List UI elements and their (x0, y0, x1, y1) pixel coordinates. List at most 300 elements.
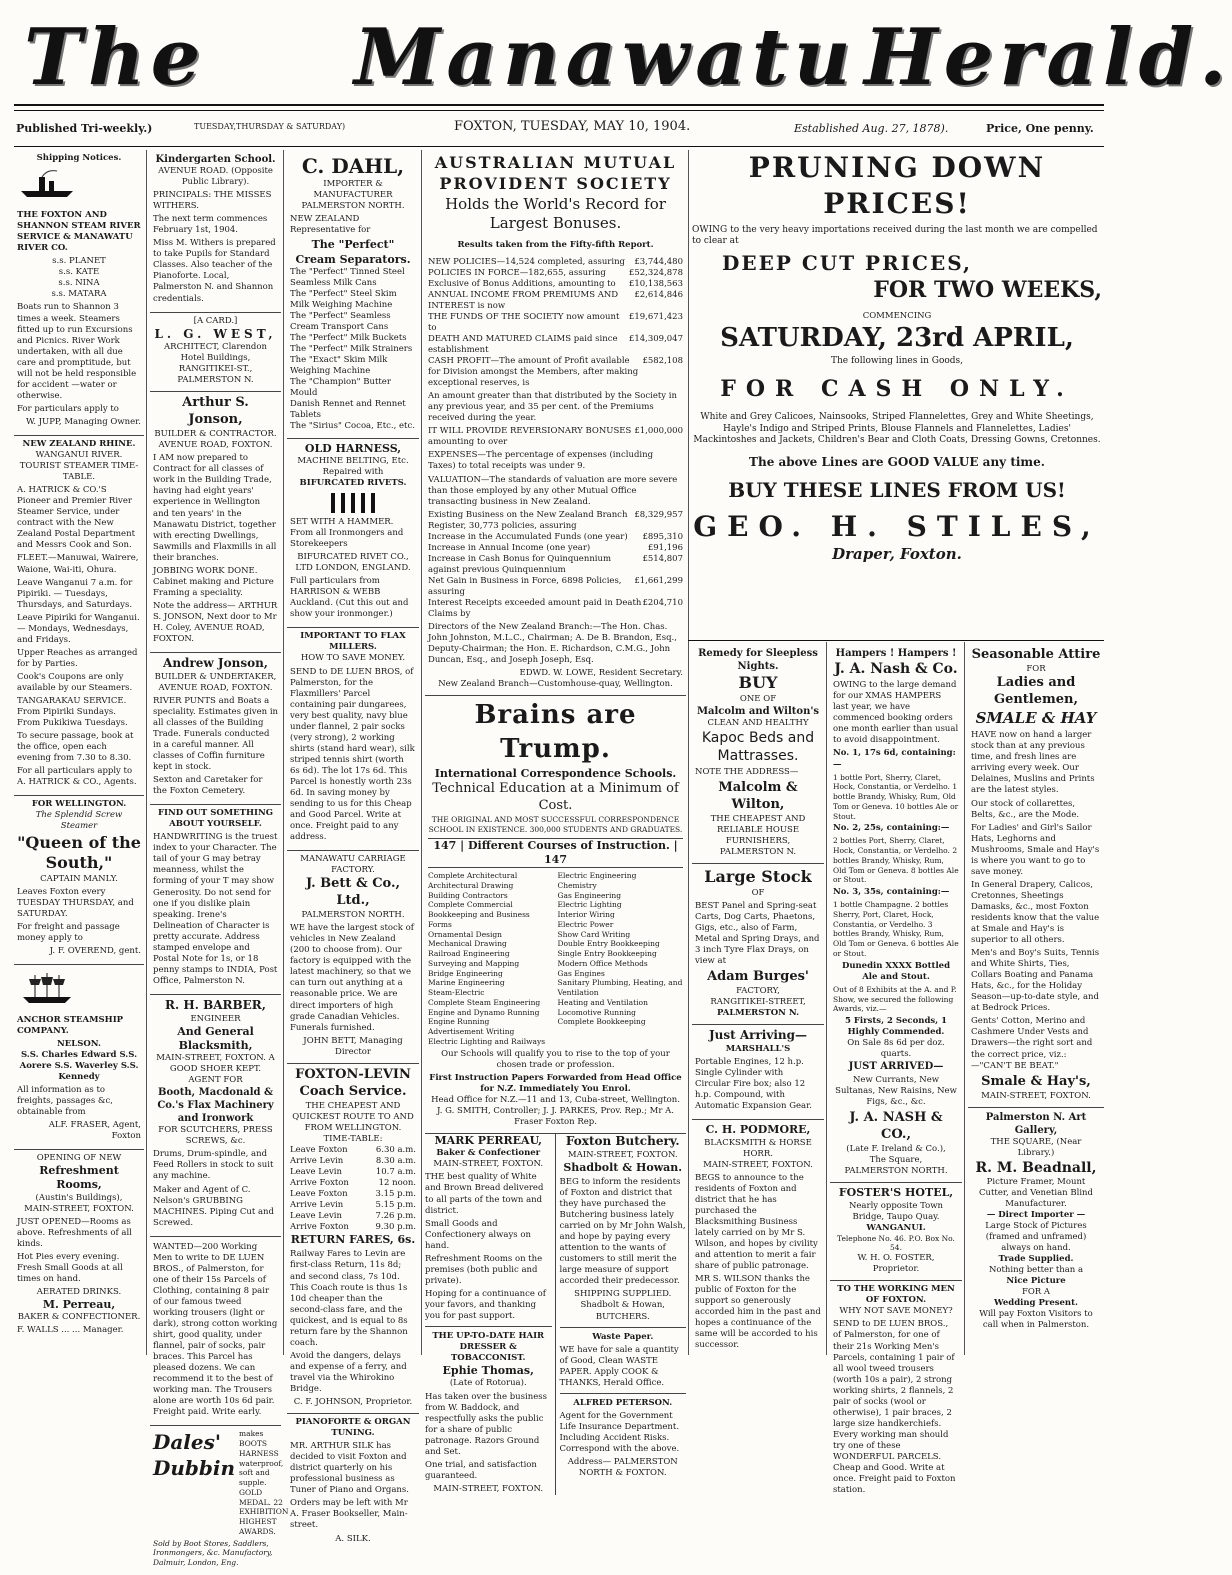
ad-headline: SATURDAY, 23rd APRIL, (720, 322, 1074, 353)
ad-body: I AM now prepared to Contract for all classes of work in the Building Trade, having had eight years' experience in Wellington and ten years' in the Manawatu District, together with erecting Dwellings, Sawmills and Flaxmills in all their branches. (153, 453, 277, 563)
ad-body: A. HATRICK & CO.'S Pioneer and Premier River Steamer Service, under contract with the New Zealand Postal Department and Messrs Cook and Son. (17, 485, 135, 551)
ad-title: TO THE WORKING MEN OF FOXTON. (837, 1284, 955, 1306)
ad-body: Sold by Boot Stores, Saddlers, Ironmongers, &c. Manufactory, Dalmuir, London, Eng. (153, 1538, 273, 1568)
ad-body: WE have the largest stock of vehicles in New Zealand (200 to choose from). Our factory is equipped with the latest machinery, so that we can turn out anything at a reasonable price. We are direct importers of high grade Canadian Vehicles. Funerals furnished. (290, 923, 414, 1033)
ad-body: For freight and passage money apply to (17, 922, 120, 944)
timetable-row (290, 1167, 416, 1178)
course-item: Locomotive Running (557, 1007, 636, 1017)
ad-title: Large Stock (704, 867, 812, 887)
row-value: £3,744,480 (634, 256, 683, 267)
ad-address: New Zealand Branch—Customhouse-quay, Wellington. (438, 679, 673, 690)
course-item: Gas Engineering (557, 890, 622, 900)
ad-address: THE SQUARE, (Near Library.) (990, 1136, 1082, 1158)
ad-subtitle: ONE OF (739, 693, 777, 704)
ad-subtitle: MARSHALL'S (725, 1044, 791, 1055)
ad-body: For Ladies' and Girl's Sailor Hats, Leghorns and Mushrooms, Smale and Hay's is where you want to go to save money. (971, 822, 1100, 877)
ad-body: SEND to DE LUEN BROS., of Palmerston, for one of their 21s Working Men's Parcels, containing 1 pair of all wool tweed trousers (worth 10s a pair), 2 strong working shirts, 2 flannels, 2 pair of socks (wool or otherwise), 1 pair braces, 2 large size handkerchiefs. Every working man should try one of these WONDERFUL PARCELS. Cheap and Good. Write at once. Freight paid to Foxton station. (833, 1319, 956, 1496)
ad-body: AGENT FOR (188, 1075, 243, 1086)
ad-title: Ladies and Gentlemen, (993, 674, 1079, 707)
timetable-time: 3.15 p.m. (375, 1188, 416, 1199)
bottom-ads-row (425, 1134, 686, 1495)
timetable-time: 7.26 p.m. (375, 1211, 416, 1222)
list-item: Danish Rennet and Rennet Tablets (290, 399, 406, 421)
stiles-ad (692, 150, 1102, 636)
podmore-ad (692, 1120, 824, 1358)
ad-subtitle: (Austin's Buildings), (35, 1192, 123, 1203)
course-item: Engine and Dynamo Running (428, 1007, 540, 1017)
section-rule (688, 640, 1104, 641)
table-row (428, 426, 683, 448)
ad-title: FOXTON-LEVIN Coach Service. (295, 1066, 411, 1099)
timetable-stop: Arrive Foxton (290, 1177, 349, 1188)
table-row (428, 334, 683, 356)
perreau-barber-column (425, 1134, 556, 1495)
branch-table (428, 510, 683, 620)
ad-subtitle: Dunedin XXXX Bottled Ale and Stout. (841, 960, 951, 982)
course-item: Building Contractors (428, 890, 508, 900)
ad-body: ARCHITECT, Clarendon Hotel Buildings, RANGITIKEI-ST., PALMERSTON N. (164, 342, 267, 386)
masthead-word-the: The (24, 12, 207, 103)
table-row (428, 510, 683, 532)
timetable-row (290, 1156, 416, 1167)
ad-subtitle: PALMERSTON NORTH. (301, 910, 405, 921)
ad-body: Orders may be left with Mr A. Fraser Bookseller, Main-street. (290, 1498, 408, 1531)
ad-body: Leaves Foxton every TUESDAY THURSDAY, and SATURDAY. (17, 887, 134, 920)
timetable-row (290, 1189, 416, 1200)
hamper-option: No. 3, 35s, containing:— (833, 887, 950, 898)
course-item: Chemistry (557, 880, 597, 890)
column-seven (830, 644, 962, 1496)
row-label: Exclusive of Bonus Additions, amounting to (428, 278, 616, 289)
proprietor-name: Ephie Thomas, (442, 1364, 534, 1378)
table-row (428, 279, 683, 290)
ad-address: PALMERSTON N. (716, 1008, 800, 1019)
ad-body: Agent for the Government Life Insurance Department. Including Accident Risks. Correspond with the above. (559, 1410, 680, 1454)
ad-subtitle: The above Lines are GOOD VALUE any time. (749, 454, 1045, 469)
ad-subtitle: TIME-TABLE: (323, 1133, 383, 1144)
list-item: The "Champion" Butter Mould (290, 377, 391, 399)
working-men-parcel-ad (830, 1281, 962, 1503)
ad-address: PALMERSTON NORTH. (844, 1166, 948, 1177)
proprietor-name: R. M. Beadnall, (975, 1159, 1097, 1176)
row-label: ANNUAL INCOME FROM PREMIUMS AND INTEREST is now (428, 289, 619, 311)
row-value: £204,710 (642, 598, 683, 609)
vessel-name: s.s. PLANET (52, 256, 106, 267)
ad-signature: Shadbolt & Howan, BUTCHERS. (580, 1300, 666, 1322)
ad-title: Kindergarten School. (155, 154, 276, 165)
ad-body: MR. ARTHUR SILK has decided to visit Foxton and district quarterly on his professional business as Tuner of Piano and Organs. (290, 1441, 409, 1496)
ad-body: FOR A (1021, 1287, 1051, 1298)
course-item: Architectural Drawing (428, 880, 514, 890)
course-item: Steam-Electric (428, 988, 485, 998)
course-item: Bridge Engineering (428, 968, 503, 978)
blacksmith-barber-ad (150, 995, 281, 1237)
row-label: Increase in Cash Bonus for Quinquennium against previous Quinquennium (428, 553, 612, 575)
ad-body: BEGS to announce to the residents of Foxton and district that he has purchased the Blacksmithing Business lately carried on by Mr S. Wilson, and hopes by civility and attention to merit a fair share of public patronage. (695, 1172, 818, 1272)
ad-title: L. G. WEST, (154, 326, 277, 341)
section-title: Shipping Notices. (36, 153, 122, 163)
ad-subtitle: Holds the World's Record for Largest Bonuses. (445, 194, 666, 233)
row-label: DEATH AND MATURED CLAIMS paid since establishment (428, 333, 618, 356)
ad-subtitle: MACHINE BELTING, Etc. Repaired with (297, 455, 409, 477)
ad-body: WANTED—200 Working Men to write to DE LUEN BROS., of Palmerston, for one of their 15s Parcels of Clothing, containing 8 pair of our famous tweed working trousers (light or dark), strong cotton working shirt, good quality, under flannel, pair of socks, pair braces. This Parcel has pleased dozens. We can recommend it to the best of working man. The Trousers alone are worth 10s 6d pair. Freight paid. Write early. (153, 1241, 278, 1418)
ad-body: BEG to inform the residents of Foxton and district that they have purchased the Butchering business lately carried on by Mr John Walsh, and hope by paying every attention to the wants of customers to still merit the large measure of support accorded their predecessor. (559, 1176, 686, 1287)
masthead (14, 10, 1232, 103)
list-item: The "Perfect" Seamless Cream Transport Cans (290, 311, 391, 333)
ad-subtitle: And General Blacksmith, (177, 1024, 254, 1052)
row-value: £19,671,423 (628, 311, 683, 322)
ad-subtitle: HOW TO SAVE MONEY. (300, 653, 406, 664)
ad-subtitle: NELSON. (57, 1038, 101, 1049)
dahl-ad (287, 150, 419, 439)
ad-body: All information as to freights, passages &c, obtainable from (17, 1084, 113, 1117)
proprietor-name: M. Perreau, (42, 1298, 116, 1312)
course-item: Ornamental Design (428, 929, 503, 939)
courses-column (428, 871, 554, 1047)
column-two (150, 150, 289, 1568)
timetable-stop: Leave Foxton (290, 1188, 348, 1199)
ad-address: Address— PALMERSTON NORTH & FOXTON. (567, 1457, 678, 1479)
ad-body: Out of 8 Exhibits at the A. and P. Show, we secured the following Awards, viz.— (833, 984, 957, 1014)
row-value: £8,329,957 (634, 509, 683, 520)
undertaker-ad (150, 653, 281, 805)
wellington-steamer-ad (14, 796, 144, 965)
wanganui-river-ad (14, 436, 144, 796)
row-value: £514,807 (642, 553, 683, 564)
timetable-row (290, 1200, 416, 1211)
course-item: Interior Wiring (557, 910, 615, 920)
ad-subtitle: BUY (738, 673, 778, 692)
ad-body: NOTE THE ADDRESS— (695, 767, 799, 778)
ad-address: The Square, (869, 1155, 923, 1166)
timetable-time: 8.30 a.m. (375, 1155, 416, 1166)
ad-subtitle: BUILDER & CONTRACTOR. AVENUE ROAD, FOXTON. (154, 429, 277, 451)
ad-title: RETURN FARES, 6s. (290, 1233, 416, 1247)
flax-millers-ad (287, 628, 419, 851)
ad-title: FOR WELLINGTON. (31, 799, 127, 810)
ad-subtitle: Results taken from the Fifty-fifth Report. (457, 239, 654, 250)
ad-address: PALMERSTON N. (719, 847, 797, 858)
ad-title: Andrew Jonson, (163, 656, 268, 671)
list-item: The "Perfect" Milk Buckets (290, 333, 407, 344)
ad-title: Brains are Trump. (474, 700, 637, 765)
vessel-name: s.s. NINA (58, 278, 100, 289)
table-row (428, 576, 683, 598)
ad-subtitle: — Direct Importer — (986, 1209, 1086, 1220)
table-row (428, 598, 683, 620)
ad-title: PIANOFORTE & ORGAN TUNING. (295, 1417, 411, 1439)
ad-headline: Kapoc Beds and Mattrasses. (701, 729, 815, 765)
published-note: Published Tri-weekly.) (16, 122, 153, 135)
ad-title: Adam Burges' (707, 969, 809, 985)
ad-body: For all particulars apply to A. HATRICK & CO., Agents. (17, 766, 137, 788)
ad-body: Portable Engines, 12 h.p. Single Cylinder with Circular Fire box; also 12 h.p. Compound, with Automatic Expansion Gear. (695, 1057, 812, 1112)
butchery-column (560, 1134, 687, 1495)
ad-subtitle: 5 Firsts, 2 Seconds, 1 Highly Commended. (844, 1016, 948, 1038)
issue-date: FOXTON, TUESDAY, MAY 10, 1904. (454, 119, 691, 134)
smale-hay-ad (968, 644, 1104, 1108)
timetable-stop: Leave Levin (290, 1211, 342, 1222)
course-item: Advertisement Writing (428, 1027, 515, 1037)
course-item: Complete Architectural (428, 871, 518, 881)
ad-subtitle: Draper, Foxton. (832, 544, 962, 563)
art-gallery-ad (968, 1108, 1104, 1337)
ad-body: THE best quality of White and Brown Bread delivered to all parts of the town and district. (425, 1172, 544, 1216)
ad-title: BIFURCATED RIVETS. (299, 477, 407, 488)
timetable-time: 12 noon. (378, 1177, 416, 1188)
list-item: The "Sirius" Cocoa, Etc., etc. (290, 421, 415, 432)
ad-subtitle: BLACKSMITH & HORSE HORR. (704, 1137, 812, 1159)
ad-body: Miss M. Withers is prepared to take Pupils for Standard Classes. Also teacher of the Pianoforte. Local, Palmerston N. and Shannon credentials. (153, 238, 276, 304)
ad-body: Hoping for a continuance of your favors, and thanking you for past support. (425, 1288, 546, 1321)
ad-title: Dales' Dubbin (153, 1430, 235, 1481)
ad-body: For particulars apply to (17, 403, 119, 414)
course-item: Gas Engines (557, 968, 605, 978)
ad-address: MAIN-STREET, FOXTON. (703, 1159, 813, 1170)
ad-title: J. Bett & Co., Ltd., (305, 876, 401, 909)
timetable-time: 9.30 p.m. (375, 1222, 416, 1233)
masthead-rule-thin (14, 110, 1104, 111)
ad-title: Foxton Butchery. (565, 1134, 680, 1149)
ad-body: BEST Panel and Spring-seat Carts, Dog Carts, Phaetons, Gigs, etc., also of Farm, Metal and Spring Drays, and 3 inch Tyre Flax Drays, on view at (695, 901, 820, 967)
shipping-notices-ad (14, 150, 144, 436)
vessel-list: S.S. Charles Edward S.S. Aorere S.S. Waverley S.S. Kennedy (19, 1049, 139, 1082)
column-eight (968, 644, 1104, 1355)
burges-factory-ad (692, 864, 824, 1025)
ad-body: JOBBING WORK DONE. Cabinet making and Picture Framing a speciality. (153, 565, 274, 598)
ad-body: FLEET.—Manuwai, Wairere, Waione, Wai-iti, Ohura. (17, 553, 139, 575)
course-item: Marine Engineering (428, 978, 505, 988)
price-note: Price, One penny. (986, 122, 1094, 135)
product-list (290, 267, 416, 433)
ad-body: Nothing better than a (988, 1265, 1084, 1276)
row-label: NEW POLICIES—14,524 completed, assuring (428, 256, 625, 267)
column-three (287, 150, 419, 1544)
ad-subtitle: The following lines in Goods, (830, 355, 964, 366)
row-label: Increase in the Accumulated Funds (one year) (428, 531, 628, 542)
results-table (428, 257, 683, 449)
masthead-word-manawatu: Manawatu (354, 12, 857, 103)
table-row (428, 268, 683, 279)
ad-headline: SMALE & HAY (975, 708, 1097, 727)
working-men-ad (150, 1237, 281, 1427)
course-item: Railroad Engineering (428, 949, 510, 959)
ad-address: MAIN-STREET, FOXTON. (433, 1483, 544, 1494)
ad-address: AVENUE ROAD. (Opposite Public Library). (158, 166, 273, 188)
ad-body: Upper Reaches as arranged for by Parties. (17, 647, 138, 669)
ad-signature: J. G. SMITH, Controller; J. J. PARKES, Prov. Rep.; Mr A. Fraser Foxton Rep. (436, 1105, 674, 1127)
timetable-time: 5.15 p.m. (375, 1199, 416, 1210)
refreshment-rooms-ad (14, 1150, 144, 1343)
ad-body: Small Goods and Confectionery always on hand. (425, 1218, 531, 1251)
column-six (692, 644, 824, 1355)
ad-subtitle: COMMENCING (862, 310, 932, 321)
ad-body: Cook's Coupons are only available by our Steamers. (17, 671, 133, 693)
ad-title: Hampers ! Hampers ! (835, 648, 957, 659)
ad-address: MAIN-STREET, FOXTON. (981, 1090, 1091, 1101)
column-four (425, 150, 686, 1494)
ad-body: Boats run to Shannon 3 times a week. Steamers fitted up to run Excursions and Picnics. River Work undertaken, with all due care and promptitude, but will not be held responsible for accident —water or otherwise. (17, 302, 137, 401)
row-label: IT WILL PROVIDE REVERSIONARY BONUSES amounting to over (428, 426, 632, 448)
ad-body: Large Stock of Pictures (framed and unframed) always on hand. (985, 1221, 1087, 1254)
course-item: Complete Commercial (428, 900, 513, 910)
ad-body: An amount greater than that distributed by the Society in any previous year, and 35 per cent. of the Premiums received during the year. (428, 391, 678, 424)
ad-body: AERATED DRINKS. (36, 1287, 122, 1298)
row-value: £14,309,047 (628, 333, 683, 344)
rivets-ad (287, 439, 419, 629)
amp-society-ad (425, 150, 686, 696)
ad-body: PRINCIPALS: THE MISSES WITHERS. (153, 190, 272, 212)
row-value: £91,196 (647, 542, 683, 553)
hamper-option: No. 2, 25s, containing:— (833, 823, 950, 834)
course-item: Double Entry Bookkeeping (557, 939, 660, 949)
course-item: Electric Engineering (557, 871, 637, 881)
vessel-name: s.s. KATE (58, 267, 100, 278)
vessel-name: s.s. MATARA (51, 289, 107, 300)
timetable-stop: Leave Levin (290, 1166, 342, 1177)
row-label: Existing Business on the New Zealand Branch Register, 30,773 policies, assuring (428, 509, 628, 531)
ad-subtitle: FACTORY, (736, 986, 780, 997)
ad-address: RANGITIKEI-STREET, (710, 997, 806, 1008)
list-item: The "Perfect" Milk Strainers (290, 344, 413, 355)
builder-jonson-ad (150, 392, 281, 653)
ad-body: Picture Framer, Mount Cutter, and Venetian Blind Manufacturer. (979, 1176, 1093, 1209)
ad-subtitle: [A CARD.] (193, 315, 238, 326)
ad-subtitle: THE CHEAPEST AND QUICKEST ROUTE TO AND FROM WELLINGTON. (292, 1100, 414, 1133)
course-item: Surveying and Mapping (428, 958, 520, 968)
course-item: Engine Running (428, 1017, 490, 1027)
dateline-rule (14, 146, 1104, 147)
ad-signature: F. WALLS ... ... Manager. (17, 1325, 124, 1336)
architect-ad (150, 313, 281, 393)
list-item: The "Perfect" Tinned Steel Seamless Milk Cans (290, 266, 405, 288)
dubbin-ad (150, 1426, 289, 1575)
course-item: Show Card Writing (557, 929, 631, 939)
ad-title: JUST ARRIVED— (848, 1061, 944, 1073)
ad-body: Our stock of collarettes, Belts, &c., are the Mode. (971, 798, 1080, 820)
ad-title: Refreshment Rooms, (39, 1164, 119, 1192)
table-row (428, 554, 683, 576)
list-item: The "Perfect" Steel Skim Milk Weighing Machine (290, 288, 397, 310)
table-row (428, 312, 683, 334)
ad-body: Directors of the New Zealand Branch:—The Hon. Chas. John Johnston, M.L.C., Chairman; A. De B. Brandon, Esq., Deputy-Chairman; the Hon. E. Richardson, C.M.G., John Duncan, Esq., and Joseph Joseph, Esq. (428, 622, 677, 666)
ad-subtitle: International Correspondence Schools. (434, 767, 677, 781)
ad-signature: A. SILK. (335, 1533, 371, 1544)
ad-subtitle: (Late F. Ireland & Co.), (846, 1144, 946, 1155)
ad-title: Seasonable Attire (971, 647, 1101, 662)
ad-title: Remedy for Sleepless Nights. (698, 648, 818, 672)
ad-address: MAIN-STREET, FOXTON. (24, 1203, 134, 1214)
ad-body: 1 bottle Port, Sherry, Claret, Hock, Constantia, or Verdelho. 1 bottle Brandy, Whisky, Rum, Old Tom or Geneva. 10 bottles Ale or Stout. (833, 772, 959, 821)
ad-subtitle: FOR (1026, 663, 1046, 674)
ad-body: Hot Pies every evening. Fresh Small Goods at all times on hand. (17, 1251, 123, 1284)
course-item: Electric Lighting (557, 900, 622, 910)
ad-body: SET WITH A HAMMER. From all Ironmongers and Storekeepers (290, 516, 404, 550)
ad-title: NEW ZEALAND RHINE. (22, 438, 136, 449)
ad-body: Will pay Foxton Visitors to call when in Palmerston. (979, 1309, 1093, 1331)
ad-body: WE have for sale a quantity of Good, Clean WASTE PAPER. Apply COOK & THANKS, Herald Office. (559, 1344, 679, 1388)
dateline (14, 118, 1104, 142)
column-divider (283, 150, 284, 1355)
steamer-ship-icon (17, 167, 77, 201)
ad-body: Railway Fares to Levin are first-class Return, 11s 8d; and second class, 7s 10d. This Coach route is thus 1s 10d cheaper than the second-class fare, and the quickest, and is equal to 8s return fare by the Shannon coach. (290, 1249, 408, 1348)
ad-title: FOSTER'S HOTEL, (838, 1186, 954, 1200)
ad-title: Malcolm and Wilton's (696, 705, 820, 717)
ad-body: NEW ZEALAND Representative for (290, 214, 371, 236)
masthead-word-herald: Herald. (864, 12, 1232, 103)
table-row (428, 257, 683, 268)
ad-subtitle: OF (751, 888, 765, 899)
ad-address: WANGANUI. (866, 1222, 926, 1233)
ad-address: MAIN-STREET, FOXTON. (433, 1159, 544, 1170)
ad-title: R. H. BARBER, (165, 997, 266, 1012)
malcolm-wilton-ad (692, 644, 824, 864)
ad-body: Telephone No. 46. P.O. Box No. 54. (837, 1233, 955, 1253)
ad-subtitle: MANAWATU CARRIAGE FACTORY. (300, 854, 406, 876)
masthead-rule (14, 104, 1104, 106)
ship-name: "Queen of the South," (17, 832, 141, 873)
ad-address: Head Office for N.Z.—11 and 13, Cuba-street, Wellington. (431, 1094, 680, 1105)
ad-signature: Smale & Hay's, (981, 1073, 1091, 1089)
ad-body: Has taken over the business from W. Baddock, and respectfully asks the public for a share of public patronage. Razors Ground and Set. (425, 1391, 547, 1457)
anchor-steamship-ad (14, 965, 144, 1150)
ad-body: OWING to the large demand for our XMAS HAMPERS last year, we have commenced booking orders one month earlier than usual to avoid disappointment. (833, 680, 959, 746)
dubbin-layout (153, 1429, 289, 1536)
ad-title: AUSTRALIAN MUTUAL PROVIDENT SOCIETY (434, 153, 677, 193)
timetable-row (290, 1211, 416, 1222)
ad-body: Note the address— ARTHUR S. JONSON, Next door to Mr H. Coley, AVENUE ROAD, FOXTON. (153, 600, 278, 645)
ad-signature: EDWD. W. LOWE, Resident Secretary. (519, 668, 683, 679)
ad-headline: FOR TWO WEEKS, (873, 277, 1102, 304)
marshall-engines-ad (692, 1025, 824, 1120)
ad-subtitle: IMPORTER & MANUFACTURER (313, 179, 393, 201)
publish-days: TUESDAY,THURSDAY & SATURDAY) (194, 122, 346, 131)
column-divider (421, 150, 422, 1355)
ad-body: One trial, and satisfaction guaranteed. (425, 1459, 537, 1481)
course-item: Complete Bookkeeping (557, 1017, 646, 1027)
ad-body: HANDWRITING is the truest index to your Character. The tail of your G may betray meanness, whilst the forming of your T may show Generosity. Do not send for one if you dislike plain speaking. Irene's Delineation of Character is pretty accurate. Address stamped envelope and Postal Note for 1s, or 18 penny stamps to INDIA, Post Office, Palmerston N. (153, 832, 278, 986)
piano-tuning-ad (287, 1414, 419, 1550)
ad-body: The next term commences February 1st, 1904. (153, 214, 268, 236)
ad-title: The "Perfect" Cream Separators. (295, 238, 411, 266)
ad-signature: C. F. JOHNSON, Proprietor. (293, 1397, 413, 1408)
list-item: The "Exact" Skim Milk Weighing Machine (290, 355, 388, 377)
ad-subtitle: OPENING OF NEW (36, 1153, 122, 1164)
ad-body: Full particulars from HARRISON & WEBB Auckland. (Cut this out and show your ironmonger.) (290, 576, 409, 620)
table-row (428, 543, 683, 554)
course-item: Electric Power (557, 919, 614, 929)
course-item: Heating and Ventilation (557, 997, 648, 1007)
ad-subtitle: The Splendid Screw Steamer (35, 810, 123, 832)
ad-subtitle: TOURIST STEAMER TIME-TABLE. (19, 461, 139, 483)
ad-subtitle: ENGINEER (190, 1013, 241, 1024)
ad-signature: W. H. O. FOSTER, Proprietor. (857, 1253, 935, 1275)
ad-title: C. H. PODMORE, (705, 1123, 811, 1137)
timetable-row (290, 1178, 416, 1189)
ad-body: THE CHEAPEST AND RELIABLE HOUSE FURNISHERS, (710, 814, 806, 847)
ad-body: On Sale 8s 6d per doz. quarts. (847, 1038, 945, 1060)
ad-signature: ALF. FRASER, Agent, Foxton (48, 1119, 141, 1141)
table-row (428, 532, 683, 543)
ad-body: makes BOOTS HARNESS waterproof, soft and supple. GOLD MEDAL. 22 EXHIBITION HIGHEST AWARDS. (238, 1429, 289, 1536)
ad-body: Sexton and Caretaker for the Foxton Cemetery. (153, 775, 263, 797)
ad-subtitle: Technical Education at a Minimum of Cost. (432, 781, 679, 814)
ad-title: ALFRED PETERSON. (573, 1397, 673, 1408)
ad-subtitle: Trade Supplied. (998, 1254, 1074, 1265)
row-label: Increase in Annual Income (one year) (428, 542, 591, 553)
ad-subtitle: Wedding Present. (994, 1298, 1078, 1309)
vessel-list (17, 256, 141, 300)
